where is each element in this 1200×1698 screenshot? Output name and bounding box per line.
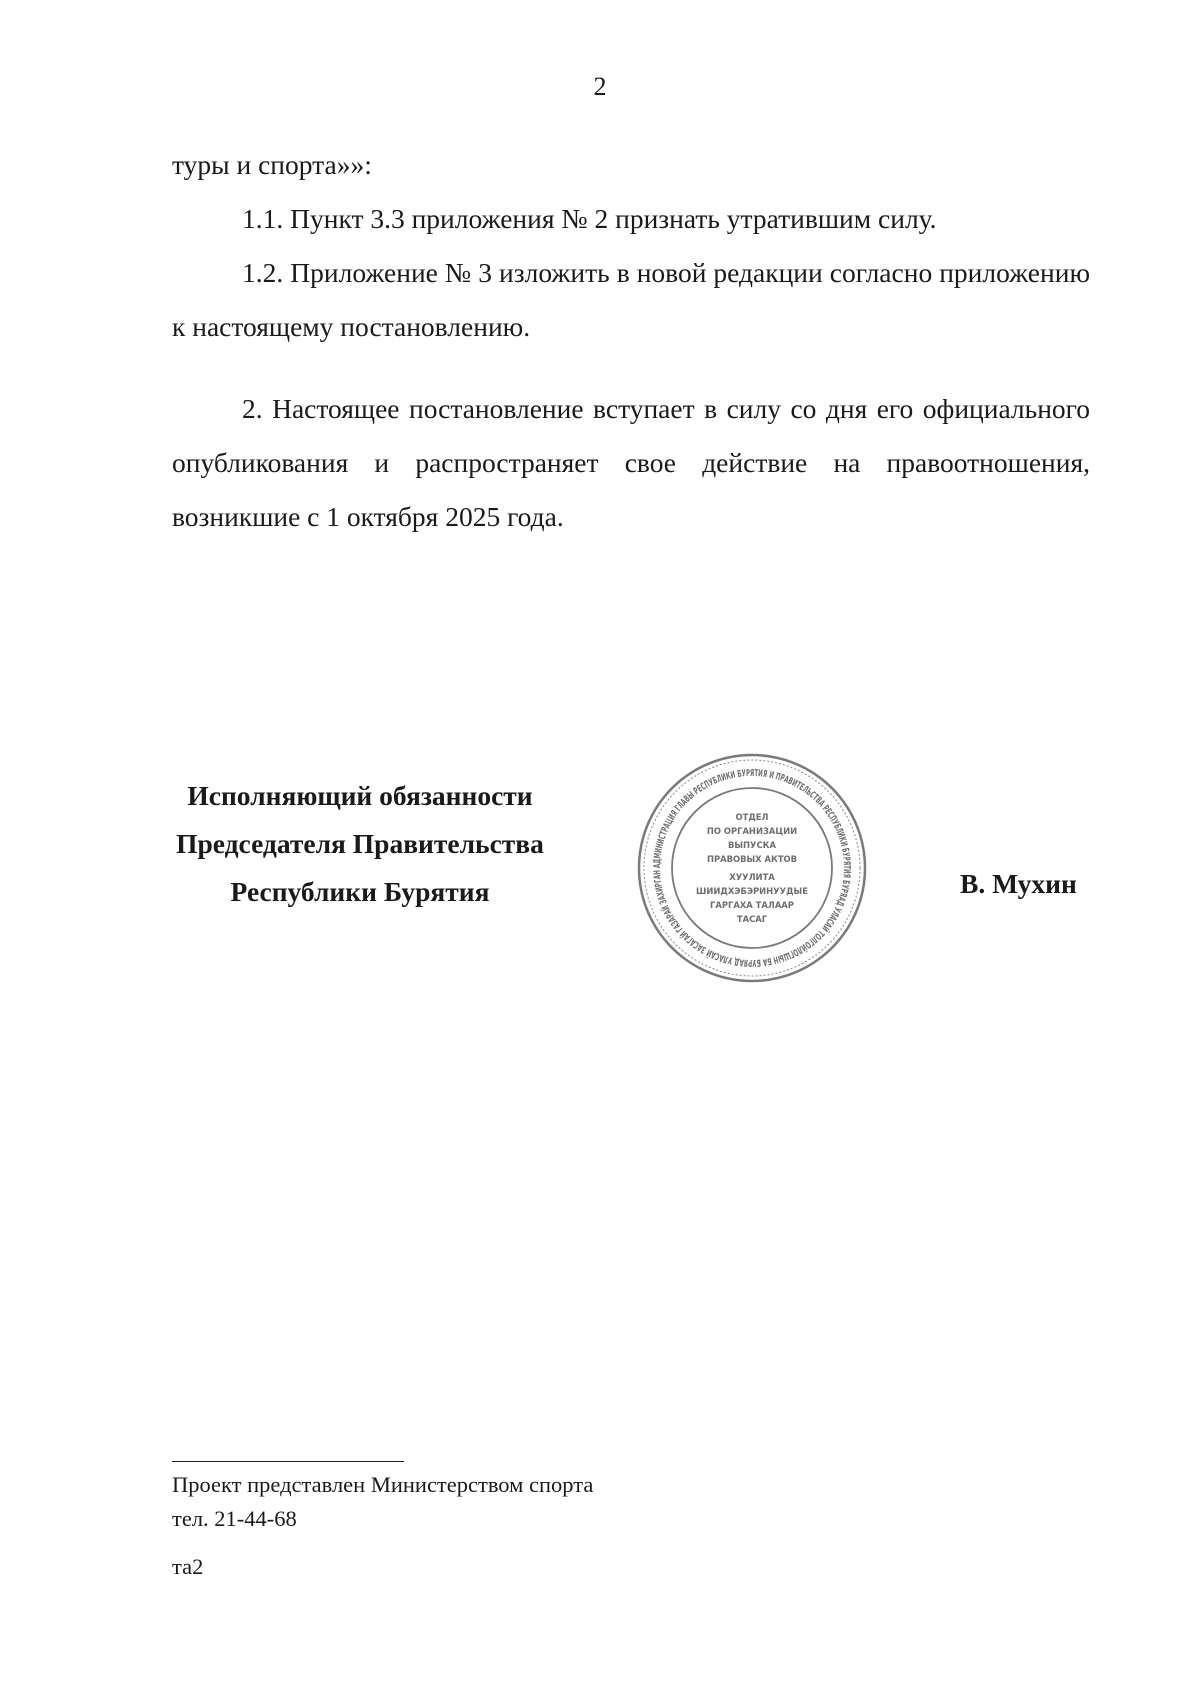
seal-center-line-4: ПРАВОВЫХ АКТОВ [706, 854, 798, 864]
seal-center-line-2: ПО ОРГАНИЗАЦИИ [706, 826, 798, 836]
signature-title-line-1: Исполняющий обязанности [187, 780, 533, 811]
footnote-divider [172, 1461, 404, 1462]
paragraph-item-1-2: 1.2. Приложение № 3 изложить в новой редакции согласно приложению к настоящему постановлению. [172, 257, 1090, 342]
signature-title-line-2: Председателя Правительства [176, 828, 544, 859]
seal-ring-text-path: АДМИНИСТРАЦИЯ ГЛАВЫ РЕСПУБЛИКИ БУРЯТИЯ И ПРАВИТЕЛЬСТВА РЕСПУБЛИКИ БУРЯТИЯ БУРЯАД УЛАСАЙ ТОЛГОЙЛОГШЫН БА БУРЯАД УЛАСАЙ ЗАСАГАЙ ГАЗАРАЙ ЗАХИРГАН [651, 767, 853, 969]
page-number: 2 [593, 72, 607, 101]
seal-center-line-5: ХУУЛИТА [729, 872, 775, 882]
paragraph-item-1-1: 1.1. Пункт 3.3 приложения № 2 признать утратившим силу. [242, 203, 937, 234]
document-code: та2 [172, 1554, 204, 1579]
seal-center-text [696, 812, 808, 924]
seal-outer-ring [639, 755, 865, 981]
seal-dotted-ring [644, 760, 860, 976]
seal-ring-text [652, 768, 852, 968]
seal-graphic [636, 752, 868, 984]
footnote-line-1: Проект представлен Министерством спорта [172, 1472, 594, 1497]
seal-center-line-3: ВЫПУСКА [727, 840, 777, 850]
signature-title-line-3: Республики Бурятия [230, 876, 490, 907]
seal-center-line-1: ОТДЕЛ [735, 812, 769, 822]
signature-title [150, 772, 570, 916]
seal-center-line-6: ШИИДХЭБЭРИНУУДЫЕ [696, 886, 808, 896]
signer-name: В. Мухин [960, 868, 1077, 899]
seal-center-line-7: ГАРГАХА ТАЛААР [710, 900, 794, 910]
official-seal-stamp [636, 752, 868, 984]
paragraph-continuation: туры и спорта»»: [172, 149, 372, 180]
paragraph-item-2: 2. Настоящее постановление вступает в силу со дня его официального опубликования и распространяет свое действие на правоотношения, возникшие с 1 октября 2025 года. [172, 393, 1090, 532]
footnote-line-2: тел. 21-44-68 [172, 1506, 297, 1531]
seal-center-line-8: ТАСАГ [736, 914, 768, 924]
footnote [172, 1468, 593, 1536]
